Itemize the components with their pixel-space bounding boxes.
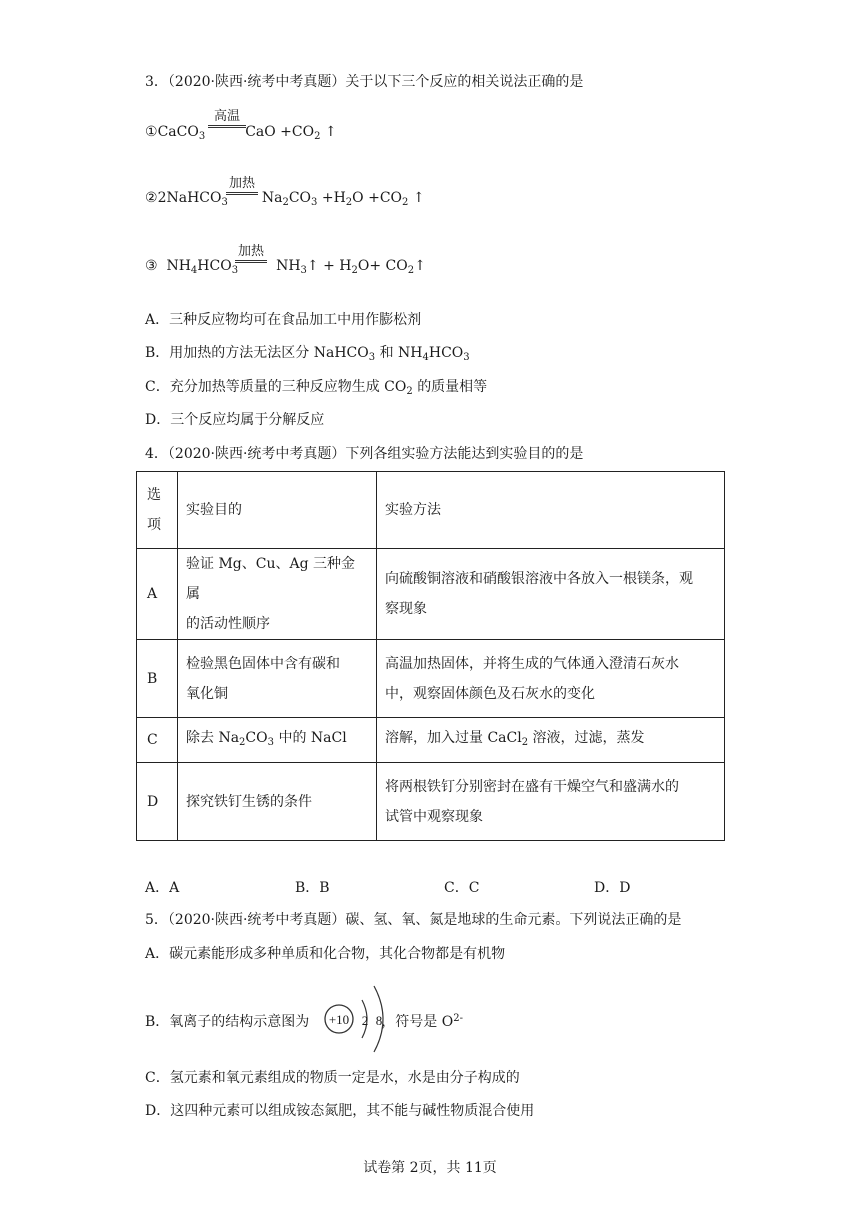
row-method: 将两根铁钉分别密封在盛有干燥空气和盛满水的 试管中观察现象	[377, 763, 725, 841]
row-option: C	[137, 718, 178, 763]
row-method: 溶解，加入过量 CaCl$_2$ 溶液，过滤，蒸发	[377, 718, 725, 763]
table-row	[137, 549, 725, 640]
q3-option-c: C．充分加热等质量的三种反应物生成 $CO_2$ 的质量相等	[145, 379, 488, 397]
q5-stem: 5．（2020·陕西·统考中考真题）碳、氢、氧、氮是地球的生命元素。下列说法正确的是	[145, 912, 682, 928]
q5-option-b: B．氧离子的结构示意图为 ，符号是 $O^{2-}$	[145, 1013, 463, 1030]
shell1-electrons: 2	[361, 1013, 369, 1028]
row-method: 高温加热固体，并将生成的气体通入澄清石灰水 中，观察固体颜色及石灰水的变化	[377, 640, 725, 718]
q3-option-a: A．三种反应物均可在食品加工中用作膨松剂	[145, 312, 422, 328]
q4-table	[136, 471, 725, 841]
equation-2: ②2NaHCO$_3$ $Na_2CO_3 +H_2O +CO_2$ ↑	[145, 190, 425, 208]
q4-stem: 4．（2020·陕西·统考中考真题）下列各组实验方法能达到实验目的的是	[145, 446, 584, 462]
nucleus-charge: +10	[328, 1012, 350, 1027]
q4-choice-a: A．A	[145, 880, 180, 896]
q3-option-b: B．用加热的方法无法区分 NaHCO$_3$ 和 $NH_4HCO_3$	[145, 345, 470, 363]
q4-choice-c: C．C	[444, 880, 480, 896]
row-purpose: 验证 Mg、Cu、Ag 三种金属 的活动性顺序	[178, 549, 377, 640]
equation-3-condition: 加热	[235, 245, 267, 263]
equation-3: ③ $NH_4HCO_3$ $NH_3↑ + H_2O+$ $CO_2↑$	[145, 258, 426, 276]
q3-stem: 3．（2020·陕西·统考中考真题）关于以下三个反应的相关说法正确的是	[145, 74, 584, 90]
table-row	[137, 640, 725, 718]
q4-choice-b: B．B	[295, 880, 330, 896]
header-method: 实验方法	[377, 472, 725, 549]
row-method: 向硫酸铜溶液和硝酸银溶液中各放入一根镁条，观 察现象	[377, 549, 725, 640]
q5-option-d: D．这四种元素可以组成铵态氮肥，其不能与碱性物质混合使用	[145, 1103, 535, 1119]
header-option: 选 项	[137, 472, 178, 549]
page-footer: 试卷第 2页，共 11页	[363, 1160, 497, 1176]
table-row	[137, 763, 725, 841]
table-header-row	[137, 472, 725, 549]
q4-choice-d: D．D	[594, 880, 631, 896]
header-purpose: 实验目的	[178, 472, 377, 549]
row-option: B	[137, 640, 178, 718]
q5-option-c: C．氢元素和氧元素组成的物质一定是水，水是由分子构成的	[145, 1070, 520, 1086]
row-option: D	[137, 763, 178, 841]
table-row	[137, 718, 725, 763]
equation-1-condition: 高温	[208, 110, 246, 128]
equation-2-condition: 加热	[226, 177, 258, 195]
oxygen-ion-structure-diagram	[322, 980, 388, 1058]
shell2-electrons: 8	[375, 1013, 383, 1028]
row-purpose: 除去 $Na_2CO_3$ 中的 NaCl	[178, 718, 377, 763]
q3-option-d: D．三个反应均属于分解反应	[145, 412, 325, 428]
q5-option-a: A．碳元素能形成多种单质和化合物，其化合物都是有机物	[145, 946, 506, 962]
equation-1: ①CaCO$_3$ CaO $+CO_2$ ↑	[145, 124, 337, 142]
row-purpose: 探究铁钉生锈的条件	[178, 763, 377, 841]
row-purpose: 检验黑色固体中含有碳和 氧化铜	[178, 640, 377, 718]
row-option: A	[137, 549, 178, 640]
